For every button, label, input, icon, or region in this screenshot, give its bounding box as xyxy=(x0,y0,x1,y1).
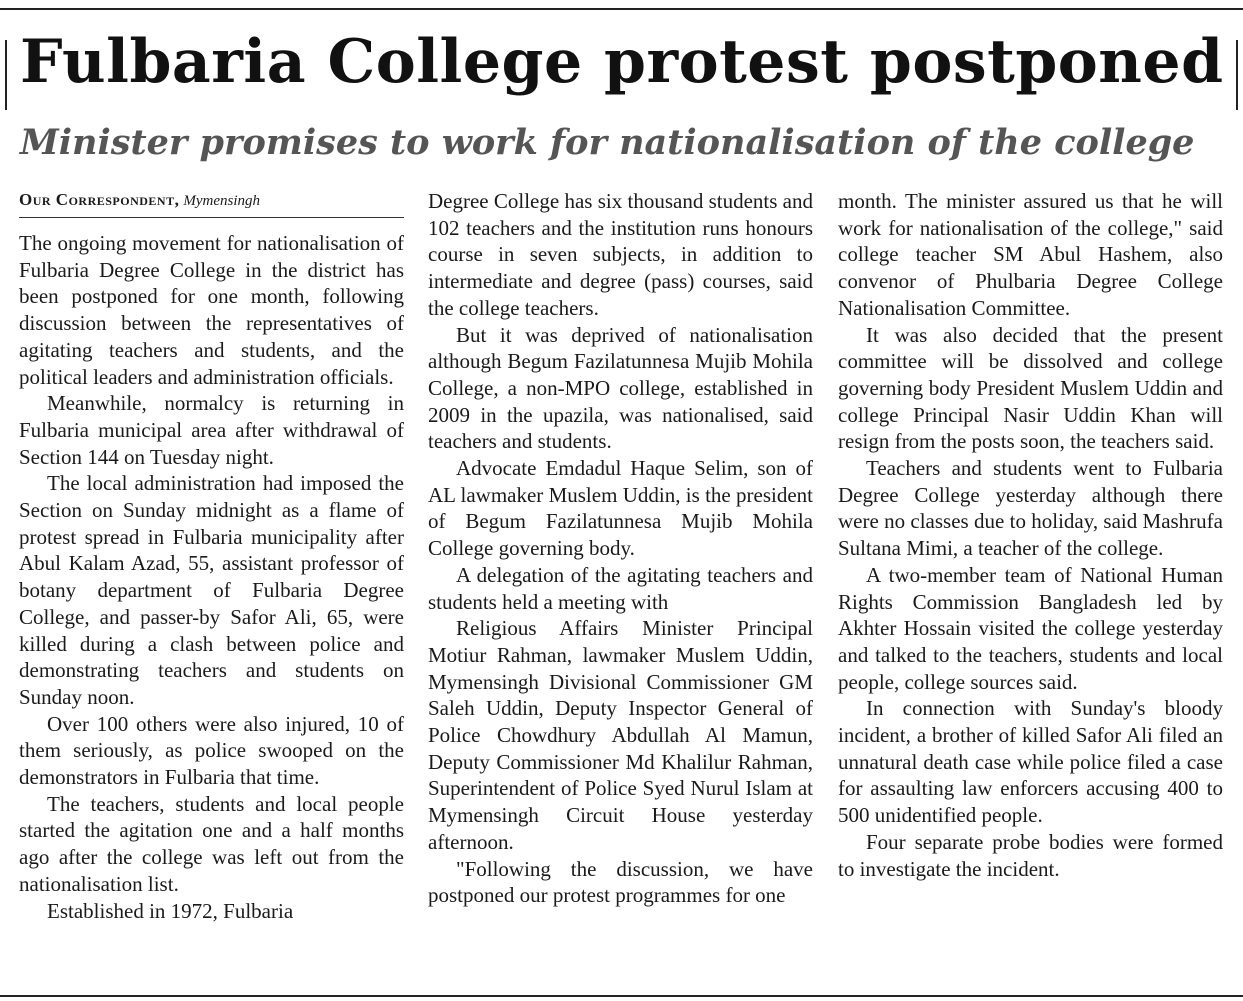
paragraph: Religious Affairs Minister Principal Motiur Rahman, lawmaker Muslem Uddin, Mymensingh Divisional Commissioner GM Saleh Uddin, Deputy Inspector General of Police Chowdhury Abdullah Al Mamun, Deputy Commissioner Md Khalilur Rahman, Superintendent of Police Syed Nurul Islam at Mymensingh Circuit House yesterday afternoon. xyxy=(428,616,813,854)
paragraph: The teachers, students and local people started the agitation one and a half months ago after the college was left out from the nationalisation list. xyxy=(19,791,404,896)
byline-correspondent: Our Correspondent, xyxy=(19,190,180,209)
paragraph: The local administration had imposed the Section on Sunday midnight as a flame of protest spread in Fulbaria municipality after Abul Kalam Azad, 55, assistant professor of botany department of Fulbaria Degree College, and passer-by Safor Ali, 65, were killed during a clash between police and demonstrating teachers and students on Sunday noon. xyxy=(19,471,404,709)
right-rule xyxy=(1236,40,1238,110)
article-column-3 xyxy=(838,188,1223,988)
paragraph: Meanwhile, normalcy is returning in Fulbaria municipal area after withdrawal of Section 144 on Tuesday night. xyxy=(19,391,404,469)
byline-location: Mymensingh xyxy=(183,193,261,209)
bottom-rule xyxy=(0,995,1243,997)
paragraph: Established in 1972, Fulbaria xyxy=(47,898,294,923)
headline: Fulbaria College protest postponed xyxy=(20,27,1224,97)
paragraph: Advocate Emdadul Haque Selim, son of AL lawmaker Muslem Uddin, is the president of Begum Fazilatunnesa Mujib Mohila College governing body. xyxy=(428,456,813,561)
paragraph: But it was deprived of nationalisation although Begum Fazilatunnesa Mujib Mohila College, a non-MPO college, established in 2009 in the upazila, was nationalised, said teachers and students. xyxy=(428,322,813,454)
top-rule xyxy=(0,8,1243,10)
paragraph: Four separate probe bodies were formed to investigate the incident. xyxy=(838,829,1223,881)
paragraph: month. The minister assured us that he will work for nationalisation of the college," said college teacher SM Abul Hashem, also convenor of Phulbaria Degree College Nationalisation Committee. xyxy=(838,189,1223,320)
paragraph: A two-member team of National Human Rights Commission Bangladesh led by Akhter Hossain visited the college yesterday and talked to the teachers, students and local people, college sources said. xyxy=(838,562,1223,694)
paragraph: Over 100 others were also injured, 10 of them seriously, as police swooped on the demonstrators in Fulbaria that time. xyxy=(19,711,404,790)
left-rule xyxy=(5,40,7,110)
paragraph: It was also decided that the present committee will be dissolved and college governing body President Muslem Uddin and college Principal Nasir Uddin Khan will resign from the posts soon, the teachers said. xyxy=(838,322,1223,454)
paragraph: In connection with Sunday's bloody incident, a brother of killed Safor Ali filed an unnatural death case while police filed a case for assaulting law enforcers accusing 400 to 500 unidentified people. xyxy=(838,696,1223,828)
article-column-1 xyxy=(19,188,404,988)
subheadline: Minister promises to work for nationalisation of the college xyxy=(20,122,1195,163)
byline xyxy=(19,188,404,218)
article-column-2 xyxy=(428,188,813,988)
paragraph: The ongoing movement for nationalisation of Fulbaria Degree College in the district has been postponed for one month, following discussion between the representatives of agitating teachers and students, and the political leaders and administration officials. xyxy=(19,231,404,389)
paragraph: "Following the discussion, we have postponed our protest programmes for one xyxy=(428,856,813,908)
paragraph: Teachers and students went to Fulbaria Degree College yesterday although there were no classes due to holiday, said Mashrufa Sultana Mimi, a teacher of the college. xyxy=(838,456,1223,561)
paragraph: A delegation of the agitating teachers and students held a meeting with xyxy=(428,562,813,614)
paragraph: Degree College has six thousand students and 102 teachers and the institution runs honours course in seven subjects, in addition to intermediate and degree (pass) courses, said the college teachers. xyxy=(428,189,813,320)
